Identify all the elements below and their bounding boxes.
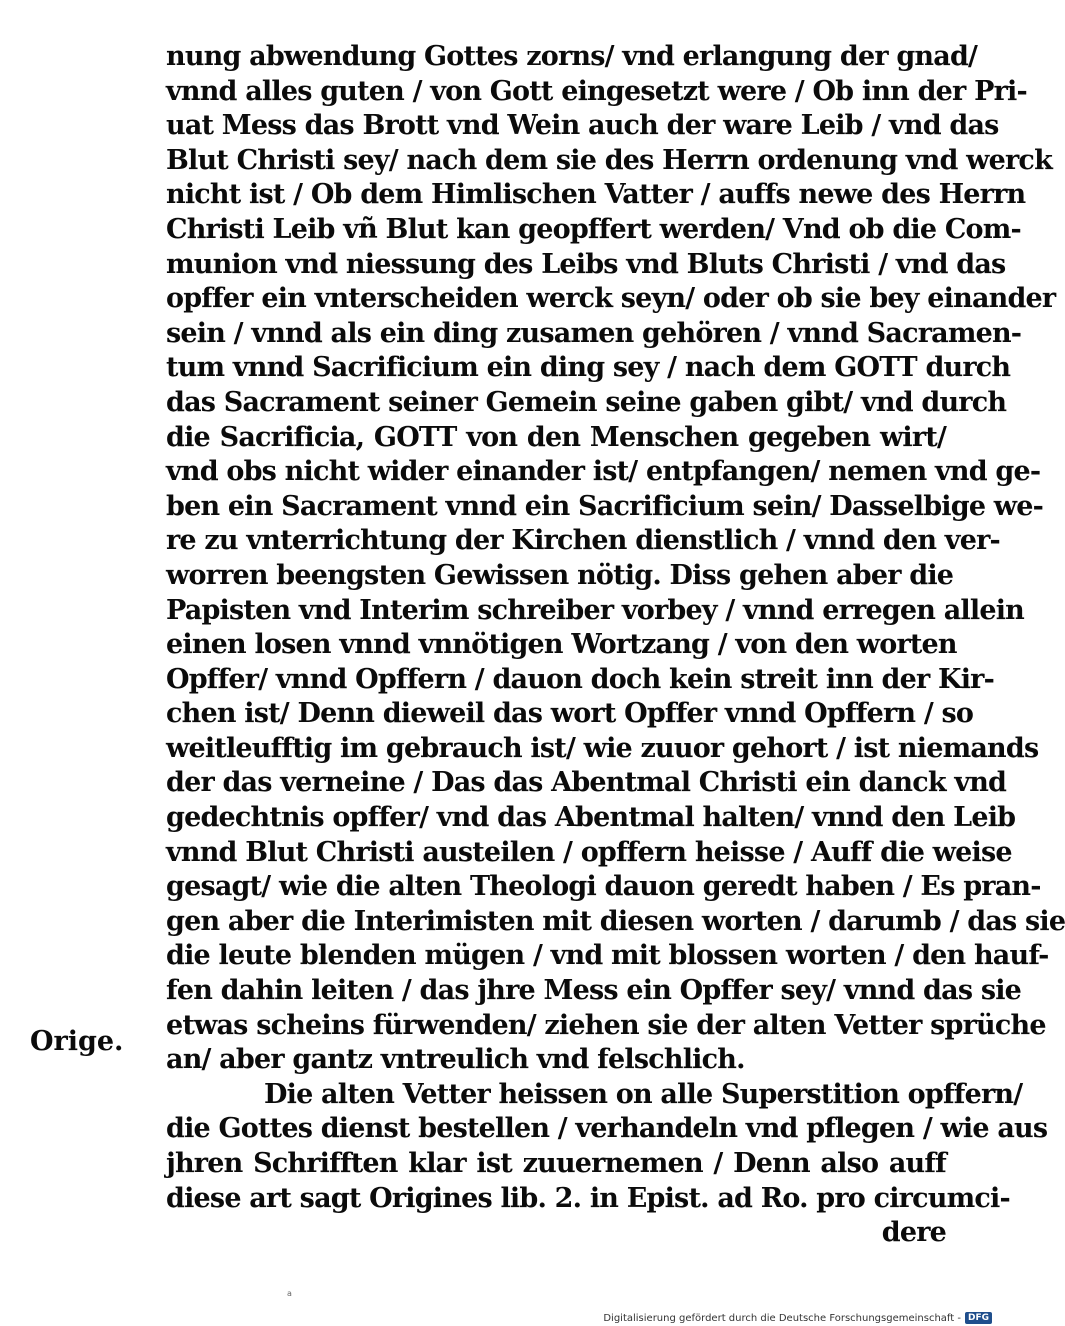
text-line: die leute blenden mügen / vnd mit blossen worten / den hauf-: [166, 940, 1049, 972]
text-line: gedechtnis opffer/ vnd das Abentmal halten/ vnnd den Leib: [166, 802, 1016, 834]
text-line: re zu vnterrichtung der Kirchen dienstlich / vnnd den ver-: [166, 525, 1000, 557]
text-line: Blut Christi sey/ nach dem sie des Herrn ordenung vnd werck: [166, 144, 1052, 176]
text-line: diese art sagt Origines lib. 2. in Epist. ad Ro. pro circumci-: [166, 1182, 1010, 1214]
footer-credit: [603, 1312, 992, 1324]
body-text: [166, 40, 1065, 1251]
text-line: Papisten vnd Interim schreiber vorbey / vnnd erregen allein: [166, 594, 1024, 626]
text-line: tum vnnd Sacrificium ein ding sey / nach dem GOTT durch: [166, 352, 1011, 384]
text-line: etwas scheins fürwenden/ ziehen sie der alten Vetter sprüche: [166, 1009, 1046, 1041]
text-line: sein / vnnd als ein ding zusamen gehören / vnnd Sacramen-: [166, 317, 1022, 349]
text-line: das Sacrament seiner Gemein seine gaben gibt/ vnd durch: [166, 386, 1007, 418]
text-line: Christi Leib vñ Blut kan geopffert werden/ Vnd ob die Com-: [166, 213, 1021, 245]
text-line: ben ein Sacrament vnnd ein Sacrificium sein/ Dasselbige we-: [166, 490, 1044, 522]
text-line: der das verneine / Das das Abentmal Christi ein danck vnd: [166, 767, 1007, 799]
text-line: gen aber die Interimisten mit diesen worten / darumb / das sie: [166, 905, 1065, 937]
text-line: vnnd Blut Christi austeilen / opffern heisse / Auff die weise: [166, 836, 1012, 868]
text-line: nung abwendung Gottes zorns/ vnd erlangung der gnad/: [166, 41, 978, 72]
dfg-logo-icon: DFG: [965, 1312, 992, 1324]
text-line: an/ aber gantz vntreulich vnd felschlich.: [166, 1044, 745, 1076]
text-line: weitleufftig im gebrauch ist/ wie zuuor gehort / ist niemands: [166, 732, 1039, 764]
text-line: die Gottes dienst bestellen / verhandeln vnd pflegen / wie aus: [166, 1113, 1048, 1145]
text-line: vnd obs nicht wider einander ist/ entpfangen/ nemen vnd ge-: [166, 456, 1041, 488]
text-line: vnnd alles guten / von Gott eingesetzt were / Ob inn der Pri-: [166, 75, 1027, 107]
text-line: einen losen vnnd vnnötigen Wortzang / von den worten: [166, 629, 957, 661]
margin-note: Orige.: [30, 1026, 124, 1057]
text-line: die Sacrificia, GOTT von den Menschen gegeben wirt/: [166, 421, 946, 453]
text-line: Die alten Vetter heissen on alle Superstition opffern/: [264, 1078, 1023, 1110]
text-line: uat Mess das Brott vnd Wein auch der ware Leib / vnd das: [166, 110, 999, 142]
text-line: fen dahin leiten / das jhre Mess ein Opffer sey/ vnnd das sie: [166, 975, 1022, 1007]
catchword: dere: [881, 1217, 946, 1249]
stray-mark: a: [287, 1289, 292, 1298]
text-line: chen ist/ Denn dieweil das wort Opffer vnnd Opffern / so: [166, 698, 974, 730]
text-line: opffer ein vnterscheiden werck seyn/ oder ob sie bey einander: [166, 283, 1056, 315]
text-line: munion vnd niessung des Leibs vnd Bluts Christi / vnd das: [166, 248, 1006, 280]
text-line: gesagt/ wie die alten Theologi dauon geredt haben / Es pran-: [166, 871, 1041, 903]
text-line: nicht ist / Ob dem Himlischen Vatter / auffs newe des Herrn: [166, 179, 1026, 211]
text-line: jhren Schrifften klar ist zuuernemen / Denn also auff: [166, 1148, 946, 1179]
text-line: Opffer/ vnnd Opffern / dauon doch kein streit inn der Kir-: [166, 663, 994, 695]
text-line: worren beengsten Gewissen nötig. Diss gehen aber die: [166, 559, 954, 591]
footer-credit-text: Digitalisierung gefördert durch die Deutsche Forschungsgemeinschaft -: [603, 1312, 961, 1324]
